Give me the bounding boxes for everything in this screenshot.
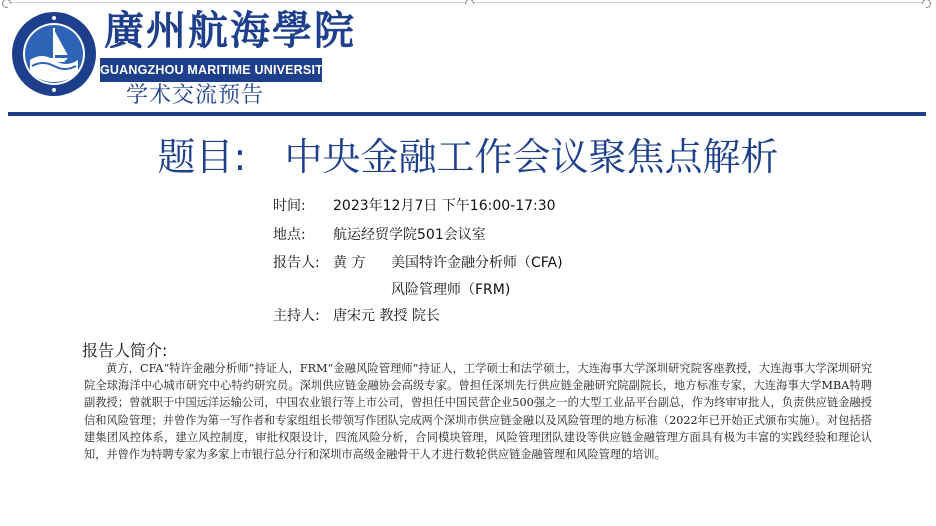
announcement-subtitle: 学术交流预告 — [126, 83, 265, 108]
school-name-cn: 廣州航海學院 — [104, 7, 356, 54]
speaker-title-row-2 — [391, 280, 510, 300]
place-value: 航运经贸学院501会议室 — [333, 227, 486, 243]
time-row — [273, 196, 556, 216]
speaker-row — [273, 253, 563, 273]
host-row — [273, 306, 440, 326]
school-name-en: GUANGZHOU MARITIME UNIVERSITY — [100, 58, 322, 82]
title-text: 中央金融工作会议聚焦点解析 — [284, 135, 779, 179]
bio-text: 黄方，CFA“特许金融分析师”持证人，FRM“金融风险管理师”持证人，工学硕士和法学硕士，大连海事大学深圳研究院客座教授，大连海事大学深圳研究院全球海洋中心城市研究中心特约研究员。深圳供应链金融协会高级专家。曾担任深圳先行供应链金融研究院副院长，地方标准专家，大连海事大学MBA特聘副教授；曾就职于中国远洋运输公司，中国农业银行等上市公司，曾担任中国民营企业500强之一的大型工业品平台副总，作为终审审批人，负责供应链金融授信和风险管理；并曾作为第一写作者和专家组组长带领写作团队完成两个深圳市供应链金融以及风险管理的地方标准（2022年已开始正式颁布实施）。对包括搭建集团风控体系，建立风控制度，审批权限设计，四流风险分析，合同模块管理，风险管理团队建设等供应链金融管理方面具有极为丰富的实践经验和理论认知，并曾作为特聘专家为多家上市银行总分行和深圳市高级金融骨干人才进行数轮供应链金融管理和风险管理的培训。 — [84, 362, 872, 462]
university-emblem-icon — [10, 10, 98, 98]
speaker-title-1: 美国特许金融分析师（CFA) — [391, 255, 563, 271]
speaker-label: 报告人: — [273, 255, 320, 271]
bio-heading: 报告人简介: — [82, 341, 168, 360]
place-row — [273, 225, 486, 245]
page-title — [0, 132, 936, 182]
speaker-title-2: 风险管理师（FRM) — [391, 282, 511, 298]
speaker-name: 黄 方 — [333, 255, 366, 271]
time-value: 2023年12月7日 下午16:00-17:30 — [333, 198, 556, 214]
title-prefix: 题目: — [157, 135, 247, 179]
host-label: 主持人: — [273, 308, 320, 324]
place-label: 地点: — [273, 227, 306, 243]
time-label: 时间: — [273, 198, 306, 214]
host-value: 唐宋元 教授 院长 — [333, 308, 440, 324]
header-divider — [8, 112, 926, 116]
